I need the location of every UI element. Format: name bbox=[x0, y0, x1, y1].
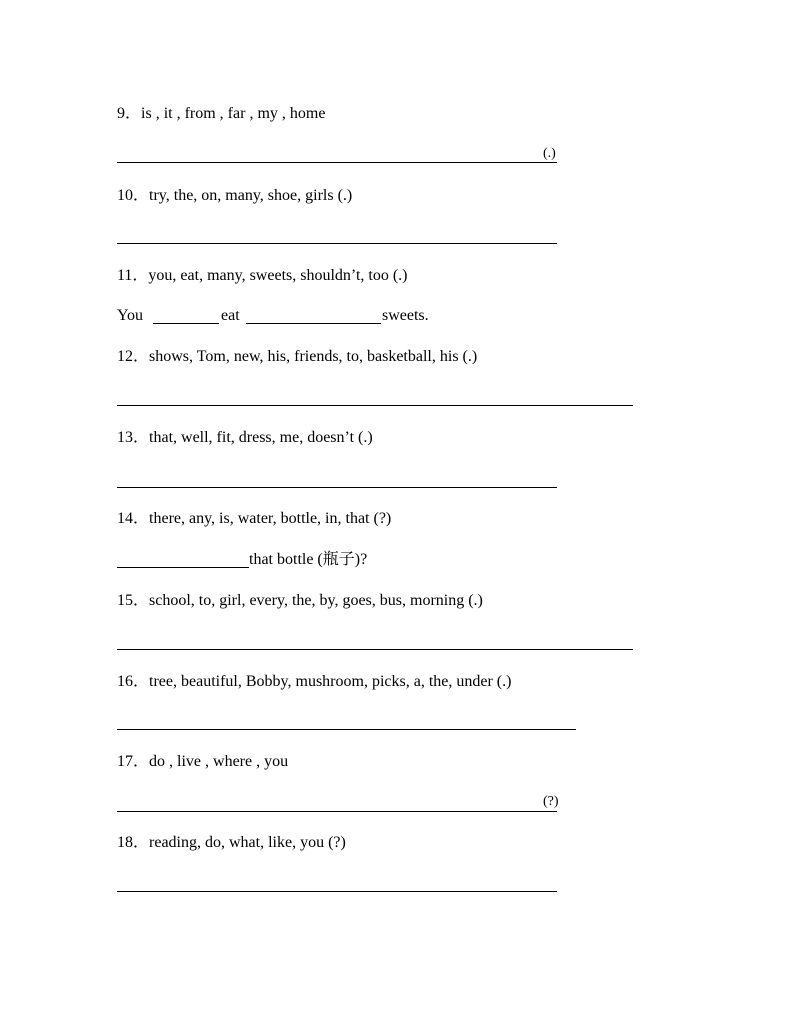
question-15 bbox=[117, 591, 483, 611]
answer-line-13[interactable] bbox=[117, 487, 557, 488]
question-11 bbox=[117, 266, 408, 286]
question-words: shows, Tom, new, his, friends, to, basketball, his (.) bbox=[149, 348, 478, 365]
answer-line-9[interactable] bbox=[117, 162, 557, 163]
question-words: school, to, girl, every, the, by, goes, bus, morning (.) bbox=[149, 592, 483, 609]
question-number: 10． bbox=[117, 187, 150, 204]
question-number: 13． bbox=[117, 429, 150, 446]
question-words: that, well, fit, dress, me, doesn’t (.) bbox=[149, 429, 373, 446]
question-number: 11． bbox=[117, 267, 149, 284]
question-17 bbox=[117, 752, 288, 772]
question-words: is , it , from , far , my , home bbox=[141, 105, 326, 122]
answer-line-10[interactable] bbox=[117, 243, 557, 244]
question-number: 18． bbox=[117, 834, 150, 851]
question-number: 16． bbox=[117, 673, 150, 690]
question-14 bbox=[117, 509, 391, 529]
question-number: 14． bbox=[117, 510, 150, 527]
end-punctuation-9: (.) bbox=[543, 146, 556, 161]
question-words: reading, do, what, like, you (?) bbox=[149, 834, 346, 851]
question-words: there, any, is, water, bottle, in, that (?) bbox=[149, 510, 392, 527]
answer-start-11: You bbox=[117, 307, 143, 324]
question-number: 17． bbox=[117, 753, 150, 770]
question-words: you, eat, many, sweets, shouldn’t, too (.) bbox=[148, 267, 408, 284]
question-16 bbox=[117, 672, 511, 692]
answer-blank-11-a[interactable] bbox=[153, 323, 219, 324]
answer-line-17[interactable] bbox=[117, 811, 557, 812]
answer-line-18[interactable] bbox=[117, 891, 557, 892]
question-13 bbox=[117, 428, 373, 448]
question-words: do , live , where , you bbox=[149, 753, 289, 770]
question-18 bbox=[117, 833, 346, 853]
answer-line-16[interactable] bbox=[117, 729, 576, 730]
question-number: 15． bbox=[117, 592, 150, 609]
question-number: 12． bbox=[117, 348, 150, 365]
question-9 bbox=[117, 104, 325, 124]
question-words: try, the, on, many, shoe, girls (.) bbox=[149, 187, 353, 204]
answer-finish-11: sweets. bbox=[382, 307, 429, 324]
end-punctuation-17: (?) bbox=[543, 794, 559, 809]
question-10 bbox=[117, 186, 352, 206]
answer-line-15[interactable] bbox=[117, 649, 633, 650]
question-12 bbox=[117, 347, 477, 367]
answer-blank-14[interactable] bbox=[117, 567, 249, 568]
question-words: tree, beautiful, Bobby, mushroom, picks, a, the, under (.) bbox=[149, 673, 512, 690]
answer-blank-11-b[interactable] bbox=[246, 323, 381, 324]
answer-middle-11: eat bbox=[221, 307, 240, 324]
question-number: 9． bbox=[117, 105, 142, 122]
answer-finish-14: that bottle (瓶子)? bbox=[249, 551, 368, 568]
answer-line-12[interactable] bbox=[117, 405, 633, 406]
